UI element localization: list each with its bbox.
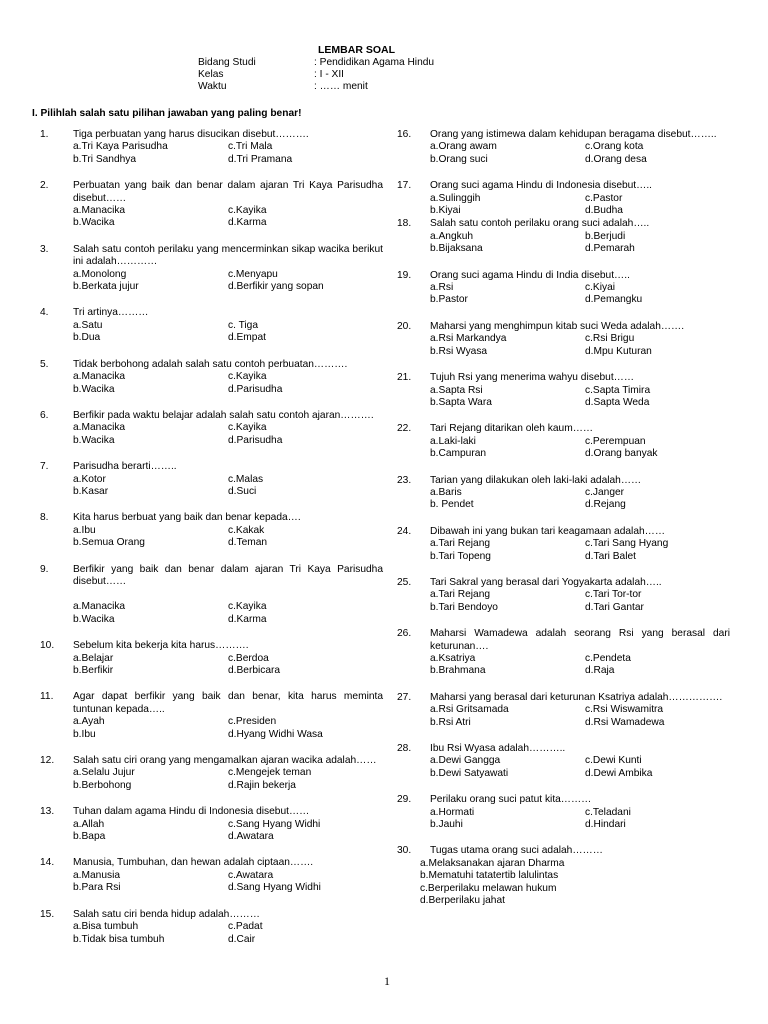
answer-option: d.Awatara bbox=[228, 831, 274, 843]
answer-option: a.Rsi bbox=[430, 282, 454, 294]
question-item bbox=[40, 857, 383, 894]
question-number: 21. bbox=[397, 372, 412, 384]
answer-options bbox=[430, 755, 730, 780]
question-item bbox=[40, 180, 383, 230]
question-number: 30. bbox=[397, 845, 412, 857]
answer-options bbox=[420, 858, 730, 908]
question-text: Perbuatan yang baik dan benar dalam ajaran Tri Kaya Parisudha disebut…… bbox=[73, 180, 383, 204]
question-number: 28. bbox=[397, 743, 412, 755]
question-item bbox=[397, 526, 730, 563]
answer-option: b.Bijaksana bbox=[430, 243, 483, 255]
question-text: Tuhan dalam agama Hindu di Indonesia disebut…… bbox=[73, 806, 310, 818]
answer-option: c.Sapta Timira bbox=[585, 384, 651, 396]
answer-option: a.Tari Rejang bbox=[430, 538, 491, 550]
answer-option: b.Wacika bbox=[73, 217, 115, 229]
question-column-left bbox=[40, 129, 383, 960]
answer-option: a.Laki-laki bbox=[430, 435, 476, 447]
answer-options bbox=[430, 333, 730, 358]
answer-option: a.Belajar bbox=[73, 652, 114, 664]
answer-option: a.Selalu Jujur bbox=[73, 767, 135, 779]
answer-option: c.Berdoa bbox=[228, 652, 269, 664]
question-number: 4. bbox=[40, 307, 49, 319]
answer-option: c.Malas bbox=[228, 473, 264, 485]
answer-options bbox=[430, 282, 730, 307]
answer-option: b.Wacika bbox=[73, 434, 115, 446]
answer-option: d.Berperilaku jahat bbox=[420, 895, 505, 907]
question-number: 29. bbox=[397, 794, 412, 806]
question-item bbox=[40, 512, 383, 549]
question-text: Maharsi yang berasal dari keturunan Ksatriya adalah……………. bbox=[430, 691, 723, 703]
question-item bbox=[40, 359, 383, 396]
answer-option: c. Tiga bbox=[228, 319, 259, 331]
question-text: Tidak berbohong adalah salah satu contoh perbuatan………. bbox=[73, 358, 348, 370]
answer-option: c.Pendeta bbox=[585, 653, 631, 664]
answer-option: b.Semua Orang bbox=[73, 537, 145, 549]
question-item bbox=[40, 909, 383, 946]
answer-options bbox=[73, 474, 383, 499]
answer-option: b.Ibu bbox=[73, 728, 96, 740]
answer-option: c.Teladani bbox=[585, 806, 631, 818]
answer-options bbox=[430, 141, 730, 166]
question-item bbox=[397, 475, 730, 512]
answer-options bbox=[73, 269, 383, 294]
question-number: 3. bbox=[40, 243, 49, 255]
question-text: Maharsi Wamadewa adalah seorang Rsi yang berasal dari keturunan…. bbox=[430, 628, 730, 652]
answer-option: c.Tari Tor-tor bbox=[585, 589, 642, 601]
answer-option: b.Berbohong bbox=[73, 779, 132, 791]
question-item bbox=[40, 640, 383, 677]
answer-option: a.Baris bbox=[430, 486, 462, 498]
question-item bbox=[397, 628, 730, 678]
answer-options bbox=[430, 653, 730, 678]
answer-options bbox=[73, 422, 383, 447]
answer-option: b.Berfikir bbox=[73, 665, 114, 676]
answer-option: b.Rsi Atri bbox=[430, 716, 471, 728]
answer-option: c.Padat bbox=[228, 921, 263, 933]
question-item bbox=[397, 180, 730, 217]
question-text: Orang yang istimewa dalam kehidupan beragama disebut…….. bbox=[430, 129, 717, 140]
answer-option: c.Tri Mala bbox=[228, 141, 273, 153]
answer-option: b.Wacika bbox=[73, 613, 115, 625]
answer-option: a.Bisa tumbuh bbox=[73, 921, 139, 933]
answer-option: a.Sapta Rsi bbox=[430, 384, 483, 396]
answer-option: d.Teman bbox=[228, 537, 268, 549]
meta-value-class: : I - XII bbox=[314, 69, 345, 80]
answer-option: c.Kayika bbox=[228, 601, 267, 613]
answer-option: a.Manacika bbox=[73, 371, 126, 383]
answer-option: d.Pemarah bbox=[585, 243, 635, 255]
question-number: 25. bbox=[397, 576, 412, 588]
answer-option: d.Sapta Weda bbox=[585, 396, 650, 408]
question-text: Orang suci agama Hindu di India disebut….. bbox=[430, 269, 630, 281]
answer-option: a.Monolong bbox=[73, 268, 127, 280]
answer-option: b.Pastor bbox=[430, 294, 468, 306]
answer-option: d.Rejang bbox=[585, 499, 626, 511]
question-number: 18. bbox=[397, 218, 412, 230]
question-text: Perilaku orang suci patut kita……… bbox=[430, 794, 592, 806]
answer-option: b.Dewi Satyawati bbox=[430, 767, 509, 779]
answer-option: a.Ibu bbox=[73, 524, 96, 536]
answer-option: b.Rsi Wyasa bbox=[430, 345, 488, 357]
question-item bbox=[397, 372, 730, 409]
answer-option: b.Campuran bbox=[430, 448, 487, 460]
question-text: Tri artinya……… bbox=[73, 307, 149, 319]
answer-options bbox=[430, 538, 730, 563]
question-item bbox=[397, 692, 730, 729]
answer-option: d.Tari Balet bbox=[585, 550, 636, 562]
answer-option: c.Berperilaku melawan hukum bbox=[420, 882, 557, 894]
answer-option: d.Cair bbox=[228, 933, 256, 945]
meta-value-time: : …… menit bbox=[314, 81, 368, 92]
answer-option: c.Pastor bbox=[585, 192, 623, 204]
question-text: Berfikir pada waktu belajar adalah salah satu contoh ajaran………. bbox=[73, 409, 374, 421]
question-item bbox=[40, 129, 383, 166]
answer-option: a.Manacika bbox=[73, 422, 126, 434]
answer-option: a.Allah bbox=[73, 818, 105, 830]
answer-option: a.Melaksanakan ajaran Dharma bbox=[420, 857, 565, 869]
answer-option: d.Dewi Ambika bbox=[585, 767, 653, 779]
answer-option: c.Sang Hyang Widhi bbox=[228, 818, 321, 830]
answer-option: b.Tri Sandhya bbox=[73, 153, 137, 165]
answer-options bbox=[430, 704, 730, 729]
question-number: 16. bbox=[397, 129, 412, 140]
answer-option: a.Manacika bbox=[73, 205, 126, 217]
answer-option: d.Raja bbox=[585, 665, 615, 677]
answer-option: d.Empat bbox=[228, 332, 266, 344]
answer-option: c.Rsi Wiswamitra bbox=[585, 704, 664, 716]
answer-option: a.Angkuh bbox=[430, 230, 474, 242]
page-number: 1 bbox=[384, 974, 390, 988]
answer-option: a.Satu bbox=[73, 319, 103, 331]
answer-option: b.Dua bbox=[73, 332, 101, 344]
question-number: 20. bbox=[397, 320, 412, 332]
meta-label-class: Kelas bbox=[198, 69, 224, 80]
answer-options bbox=[73, 205, 383, 230]
answer-options bbox=[73, 716, 383, 741]
question-number: 14. bbox=[40, 857, 55, 869]
question-text: Dibawah ini yang bukan tari keagamaan adalah…… bbox=[430, 525, 666, 537]
answer-option: d.Mpu Kuturan bbox=[585, 345, 652, 357]
answer-option: a.Sulinggih bbox=[430, 192, 481, 204]
question-item bbox=[397, 794, 730, 831]
question-text: Salah satu ciri orang yang mengamalkan ajaran wacika adalah…… bbox=[73, 755, 377, 767]
answer-option: c.Kayika bbox=[228, 422, 267, 434]
meta-value-subject: : Pendidikan Agama Hindu bbox=[314, 57, 435, 68]
question-number: 19. bbox=[397, 269, 412, 281]
answer-option: a.Ayah bbox=[73, 716, 105, 728]
answer-option: d.Berbicara bbox=[228, 665, 281, 676]
answer-option: d.Berfikir yang sopan bbox=[228, 281, 324, 293]
question-number: 17. bbox=[397, 180, 412, 192]
question-item bbox=[40, 244, 383, 294]
answer-option: b.Sapta Wara bbox=[430, 396, 492, 408]
answer-options bbox=[73, 141, 383, 166]
answer-option: d.Hindari bbox=[585, 819, 626, 831]
question-number: 2. bbox=[40, 180, 49, 192]
question-item bbox=[40, 806, 383, 843]
question-item bbox=[397, 129, 730, 166]
question-text: Tari Rejang ditarikan oleh kaum…… bbox=[430, 423, 594, 435]
answer-option: a.Dewi Gangga bbox=[430, 755, 501, 767]
question-item bbox=[40, 410, 383, 447]
question-text: Tugas utama orang suci adalah……… bbox=[430, 845, 603, 857]
answer-option: b.Para Rsi bbox=[73, 882, 121, 894]
question-text: Manusia, Tumbuhan, dan hewan adalah ciptaan……. bbox=[73, 857, 314, 869]
question-number: 5. bbox=[40, 358, 49, 370]
answer-options bbox=[73, 921, 383, 946]
answer-options bbox=[73, 767, 383, 792]
question-item bbox=[397, 743, 730, 780]
question-item bbox=[397, 218, 730, 255]
answer-option: b.Mematuhi tatatertib lalulintas bbox=[420, 870, 559, 882]
question-number: 24. bbox=[397, 525, 412, 537]
question-text: Orang suci agama Hindu di Indonesia disebut….. bbox=[430, 180, 652, 192]
answer-option: b.Kasar bbox=[73, 485, 109, 497]
answer-options bbox=[73, 870, 383, 895]
answer-option: c.Janger bbox=[585, 486, 625, 498]
answer-option: c.Kiyai bbox=[585, 282, 616, 294]
answer-option: a.Tari Rejang bbox=[430, 589, 491, 601]
question-item bbox=[397, 270, 730, 307]
question-number: 27. bbox=[397, 691, 412, 703]
answer-option: d.Parisudha bbox=[228, 383, 283, 395]
answer-option: d.Suci bbox=[228, 485, 257, 497]
question-number: 23. bbox=[397, 474, 412, 486]
answer-option: b.Bapa bbox=[73, 831, 106, 843]
answer-option: a.Orang awam bbox=[430, 141, 497, 153]
question-text: Sebelum kita bekerja kita harus………. bbox=[73, 640, 249, 652]
answer-option: d.Rsi Wamadewa bbox=[585, 716, 665, 728]
answer-option: b.Tidak bisa tumbuh bbox=[73, 933, 165, 945]
answer-options bbox=[73, 525, 383, 550]
answer-option: c.Rsi Brigu bbox=[585, 333, 635, 345]
question-item bbox=[397, 321, 730, 358]
answer-option: c.Dewi Kunti bbox=[585, 755, 642, 767]
question-text: Salah satu contoh perilaku orang suci adalah….. bbox=[430, 218, 650, 230]
question-column-right bbox=[397, 129, 730, 922]
answer-option: c.Presiden bbox=[228, 716, 277, 728]
answer-options bbox=[430, 385, 730, 410]
answer-option: b.Kiyai bbox=[430, 205, 461, 217]
answer-option: d.Sang Hyang Widhi bbox=[228, 882, 321, 894]
answer-options bbox=[73, 320, 383, 345]
answer-option: d.Tri Pramana bbox=[228, 153, 293, 165]
answer-option: b.Tari Bendoyo bbox=[430, 601, 498, 613]
answer-option: c.Kayika bbox=[228, 371, 267, 383]
question-number: 13. bbox=[40, 806, 55, 818]
question-text: Berfikir yang baik dan benar dalam ajaran Tri Kaya Parisudha disebut…… bbox=[73, 563, 383, 587]
answer-option: b.Orang suci bbox=[430, 153, 488, 165]
answer-options bbox=[430, 193, 730, 218]
question-text: Tarian yang dilakukan oleh laki-laki adalah…… bbox=[430, 474, 642, 486]
answer-option: c.Awatara bbox=[228, 869, 274, 881]
answer-option: b.Tari Topeng bbox=[430, 550, 491, 562]
answer-option: c.Orang kota bbox=[585, 141, 644, 153]
answer-option: b.Jauhi bbox=[430, 819, 463, 831]
answer-option: d.Rajin bekerja bbox=[228, 779, 296, 791]
question-item bbox=[397, 423, 730, 460]
answer-option: b.Berkata jujur bbox=[73, 281, 139, 293]
answer-options bbox=[430, 231, 730, 256]
answer-options bbox=[430, 487, 730, 512]
question-number: 15. bbox=[40, 908, 55, 920]
answer-option: a.Tri Kaya Parisudha bbox=[73, 141, 168, 153]
question-text: Salah satu contoh perilaku yang mencerminkan sikap wacika berikut ini adalah………… bbox=[73, 243, 383, 268]
question-text: Ibu Rsi Wyasa adalah……….. bbox=[430, 743, 566, 755]
instruction-text: I. Pilihlah salah satu pilihan jawaban yang paling benar! bbox=[32, 108, 302, 119]
answer-option: a.Rsi Gritsamada bbox=[430, 704, 509, 716]
question-text: Tiga perbuatan yang harus disucikan disebut………. bbox=[73, 129, 309, 140]
answer-option: b.Wacika bbox=[73, 383, 115, 395]
answer-option: a.Rsi Markandya bbox=[430, 333, 507, 345]
answer-option: d.Hyang Widhi Wasa bbox=[228, 728, 323, 740]
question-item bbox=[397, 577, 730, 614]
meta-label-subject: Bidang Studi bbox=[198, 57, 256, 68]
question-number: 22. bbox=[397, 423, 412, 435]
question-item bbox=[40, 461, 383, 498]
question-item bbox=[40, 564, 383, 627]
question-item bbox=[40, 691, 383, 741]
question-number: 6. bbox=[40, 409, 49, 421]
question-number: 10. bbox=[40, 640, 55, 652]
question-number: 1. bbox=[40, 129, 49, 140]
answer-option: d.Budha bbox=[585, 205, 623, 217]
question-item bbox=[397, 845, 730, 907]
question-item bbox=[40, 307, 383, 344]
answer-option: c.Menyapu bbox=[228, 268, 278, 280]
answer-options bbox=[73, 819, 383, 844]
answer-option: d.Parisudha bbox=[228, 434, 283, 446]
answer-option: c.Mengejek teman bbox=[228, 767, 312, 779]
question-text: Kita harus berbuat yang baik dan benar kepada…. bbox=[73, 512, 301, 524]
worksheet-title: LEMBAR SOAL bbox=[318, 44, 395, 56]
question-text: Maharsi yang menghimpun kitab suci Weda adalah……. bbox=[430, 320, 685, 332]
answer-options bbox=[430, 436, 730, 461]
question-number: 12. bbox=[40, 755, 55, 767]
answer-option: b.Brahmana bbox=[430, 665, 486, 677]
answer-options bbox=[430, 589, 730, 614]
question-number: 9. bbox=[40, 563, 49, 575]
question-text: Tujuh Rsi yang menerima wahyu disebut…… bbox=[430, 372, 635, 384]
answer-options bbox=[73, 653, 383, 678]
question-text: Tari Sakral yang berasal dari Yogyakarta adalah….. bbox=[430, 576, 662, 588]
answer-option: c.Tari Sang Hyang bbox=[585, 538, 669, 550]
answer-option: b.Berjudi bbox=[585, 230, 626, 242]
answer-option: c.Kakak bbox=[228, 524, 265, 536]
answer-option: d.Tari Gantar bbox=[585, 601, 644, 613]
answer-options bbox=[73, 371, 383, 396]
question-text: Agar dapat berfikir yang baik dan benar, kita harus meminta tuntunan kepada….. bbox=[73, 691, 383, 715]
answer-option: a.Hormati bbox=[430, 806, 475, 818]
question-number: 8. bbox=[40, 512, 49, 524]
answer-option: c.Kayika bbox=[228, 205, 267, 217]
answer-option: a.Ksatriya bbox=[430, 653, 476, 664]
answer-options bbox=[73, 601, 383, 626]
question-number: 11. bbox=[40, 691, 54, 703]
answer-option: a.Manacika bbox=[73, 601, 126, 613]
answer-option: d.Karma bbox=[228, 217, 267, 229]
answer-option: a.Manusia bbox=[73, 869, 121, 881]
answer-option: d.Pemangku bbox=[585, 294, 643, 306]
question-number: 7. bbox=[40, 461, 49, 473]
answer-options bbox=[430, 807, 730, 832]
answer-option: b. Pendet bbox=[430, 499, 474, 511]
meta-label-time: Waktu bbox=[198, 81, 227, 92]
question-text: Parisudha berarti…….. bbox=[73, 461, 177, 473]
question-number: 26. bbox=[397, 628, 412, 640]
answer-option: d.Orang banyak bbox=[585, 448, 658, 460]
question-item bbox=[40, 755, 383, 792]
answer-option: d.Karma bbox=[228, 613, 267, 625]
answer-option: d.Orang desa bbox=[585, 153, 647, 165]
answer-option: a.Kotor bbox=[73, 473, 106, 485]
question-text: Salah satu ciri benda hidup adalah……… bbox=[73, 908, 260, 920]
answer-option: c.Perempuan bbox=[585, 435, 646, 447]
